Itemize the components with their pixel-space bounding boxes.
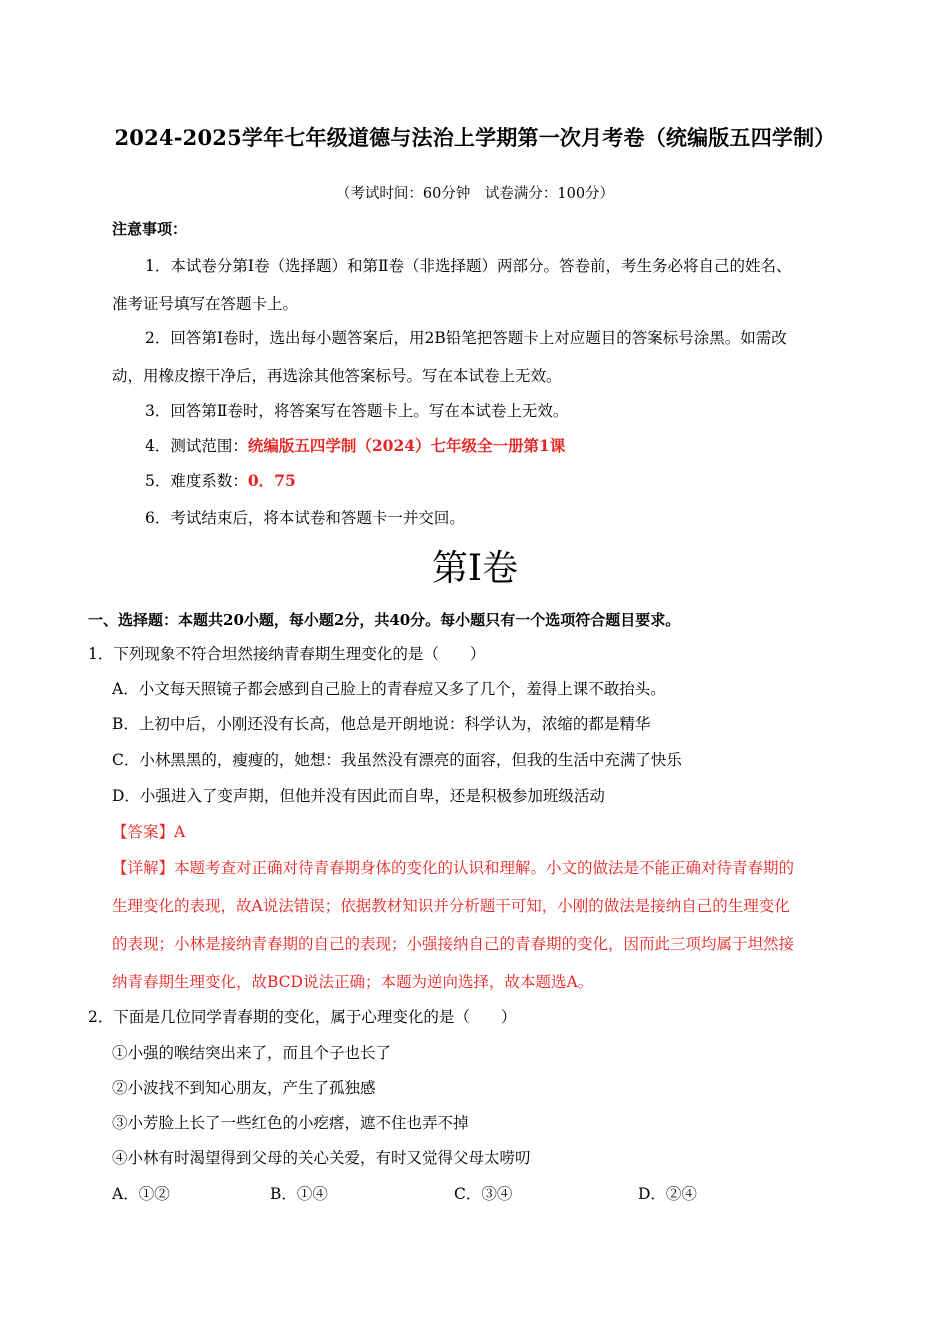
q1-stem: 1．下列现象不符合坦然接纳青春期生理变化的是（ ） <box>88 645 486 663</box>
notice-item-5-prefix: 5．难度系数： <box>145 472 248 490</box>
q2-option-d: D．②④ <box>638 1185 697 1203</box>
volume-title: 第Ⅰ卷 <box>431 548 519 589</box>
q1-option-a: A．小文每天照镜子都会感到自己脸上的青春痘又多了几个，羞得上课不敢抬头。 <box>112 680 666 698</box>
q2-option-c: C．③④ <box>454 1185 513 1203</box>
q1-explain-line-1: 【详解】本题考查对正确对待青春期身体的变化的认识和理解。小文的做法是不能正确对待青春期的 <box>112 859 795 877</box>
q2-option-a: A．①② <box>112 1185 170 1203</box>
test-scope-value: 统编版五四学制（2024）七年级全一册第1课 <box>247 436 566 455</box>
notice-item-4 <box>145 434 565 456</box>
q2-item-2: ②小波找不到知心朋友，产生了孤独感 <box>112 1079 376 1097</box>
exam-subtitle: （考试时间：60分钟 试卷满分：100分） <box>335 186 615 202</box>
notice-item-1-line-2: 准考证号填写在答题卡上。 <box>112 295 299 313</box>
q1-answer: 【答案】A <box>112 823 186 841</box>
notice-item-2-line-2: 动，用橡皮擦干净后，再选涂其他答案标号。写在本试卷上无效。 <box>112 367 562 385</box>
q2-option-b: B．①④ <box>270 1185 328 1203</box>
q1-option-b: B．上初中后，小刚还没有长高，他总是开朗地说：科学认为，浓缩的都是精华 <box>112 715 651 733</box>
q1-option-d: D．小强进入了变声期，但他并没有因此而自卑，还是积极参加班级活动 <box>112 787 605 805</box>
notice-item-3: 3．回答第Ⅱ卷时，将答案写在答题卡上。写在本试卷上无效。 <box>145 402 569 420</box>
q2-stem: 2．下面是几位同学青春期的变化，属于心理变化的是（ ） <box>88 1008 517 1026</box>
notice-item-2-line-1: 2．回答第Ⅰ卷时，选出每小题答案后，用2B铅笔把答题卡上对应题目的答案标号涂黑。如需改 <box>145 329 787 347</box>
notice-item-5 <box>145 469 296 491</box>
q1-explain-line-2: 生理变化的表现，故A说法错误；依据教材知识并分析题干可知，小刚的做法是接纳自己的生理变化 <box>112 897 790 915</box>
difficulty-value: 0．75 <box>247 471 296 490</box>
q2-item-3: ③小芳脸上长了一些红色的小疙瘩，遮不住也弄不掉 <box>112 1114 469 1132</box>
notice-item-4-prefix: 4．测试范围： <box>145 437 248 455</box>
notice-item-6: 6．考试结束后，将本试卷和答题卡一并交回。 <box>145 509 465 527</box>
q1-explain-line-4: 纳青春期生理变化，故BCD说法正确；本题为逆向选择，故本题选A。 <box>112 973 594 991</box>
q1-option-c: C．小林黑黑的，瘦瘦的，她想：我虽然没有漂亮的面容，但我的生活中充满了快乐 <box>112 751 682 769</box>
q2-options <box>112 1182 872 1204</box>
exam-title: 2024-2025学年七年级道德与法治上学期第一次月考卷（统编版五四学制） <box>114 125 836 150</box>
q1-explain-line-3: 的表现；小林是接纳青春期的自己的表现；小强接纳自己的青春期的变化，因而此三项均属于坦然接 <box>112 935 795 953</box>
notice-heading: 注意事项： <box>112 220 188 238</box>
q2-item-4: ④小林有时渴望得到父母的关心关爱，有时又觉得父母太唠叨 <box>112 1149 531 1167</box>
notice-item-1-line-1: 1．本试卷分第Ⅰ卷（选择题）和第Ⅱ卷（非选择题）两部分。答卷前，考生务必将自己的姓名、 <box>145 257 792 275</box>
section-heading: 一、选择题：本题共20小题，每小题2分，共40分。每小题只有一个选项符合题目要求。 <box>88 611 681 629</box>
q2-item-1: ①小强的喉结突出来了，而且个子也长了 <box>112 1044 392 1062</box>
